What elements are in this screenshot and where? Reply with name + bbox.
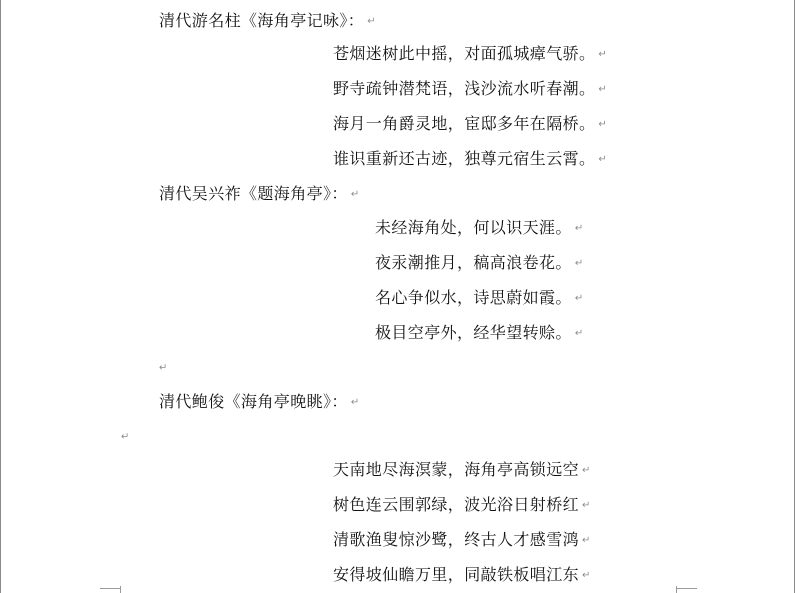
paragraph-mark-icon: ↵ — [574, 257, 584, 269]
paragraph-mark-icon: ↵ — [350, 396, 360, 408]
poem-line: 夜汞潮推月，稿高浪卷花。 ↵ — [375, 253, 584, 272]
poem-line: 极目空亭外，经华望转赊。 ↵ — [375, 323, 584, 342]
paragraph-mark-icon: ↵ — [574, 222, 584, 234]
crop-mark-right-vertical — [676, 586, 677, 593]
poem-line: 安得坡仙瞻万里，同敲铁板唱江东 ↵ — [333, 565, 591, 584]
paragraph-mark-icon: ↵ — [598, 83, 608, 95]
paragraph-mark-icon: ↵ — [574, 292, 584, 304]
crop-mark-left-vertical — [120, 586, 121, 593]
paragraph-mark-icon: ↵ — [598, 118, 608, 130]
page-left-edge — [0, 0, 1, 593]
poem-line: 天南地尽海溟蒙，海角亭高锁远空 ↵ — [333, 460, 591, 479]
poem-line: 树色连云围郭绿，波光浴日射桥红 ↵ — [333, 495, 591, 514]
paragraph-mark-icon: ↵ — [159, 362, 168, 374]
poem-line: 名心争似水，诗思蔚如霞。 ↵ — [375, 288, 584, 307]
paragraph-mark-icon: ↵ — [582, 499, 591, 511]
crop-mark-right-horizontal — [677, 588, 697, 589]
poem-line: 清歌渔叟惊沙鹭，终古人才感雪鸿 ↵ — [333, 530, 591, 549]
poem-heading: 清代游名柱《海角亭记咏》： ↵ — [159, 11, 376, 30]
empty-paragraph — [121, 427, 130, 448]
poem-heading: 清代鲍俊《海角亭晚眺》： ↵ — [159, 392, 360, 411]
poem-line: 谁识重新还古迹，独尊元宿生云霄。 ↵ — [333, 149, 608, 168]
paragraph-mark-icon: ↵ — [582, 569, 591, 581]
poem-line: 苍烟迷树此中摇，对面孤城瘴气骄。 ↵ — [333, 44, 608, 63]
paragraph-mark-icon: ↵ — [598, 153, 608, 165]
empty-paragraph — [159, 358, 168, 379]
paragraph-mark-icon: ↵ — [121, 431, 130, 443]
poem-line: 海月一角爵灵地，宦邸多年在隔桥。 ↵ — [333, 114, 608, 133]
poem-line: 未经海角处，何以识天涯。 ↵ — [375, 218, 584, 237]
paragraph-mark-icon: ↵ — [367, 15, 376, 27]
paragraph-mark-icon: ↵ — [574, 327, 584, 339]
paragraph-mark-icon: ↵ — [350, 188, 360, 200]
poem-heading: 清代吴兴祚《题海角亭》： ↵ — [159, 184, 360, 203]
page-right-edge — [794, 0, 795, 593]
paragraph-mark-icon: ↵ — [598, 48, 608, 60]
paragraph-mark-icon: ↵ — [582, 534, 591, 546]
poem-line: 野寺疏钟潜梵语，浅沙流水听春潮。 ↵ — [333, 79, 608, 98]
paragraph-mark-icon: ↵ — [582, 464, 591, 476]
crop-mark-left-horizontal — [100, 588, 120, 589]
